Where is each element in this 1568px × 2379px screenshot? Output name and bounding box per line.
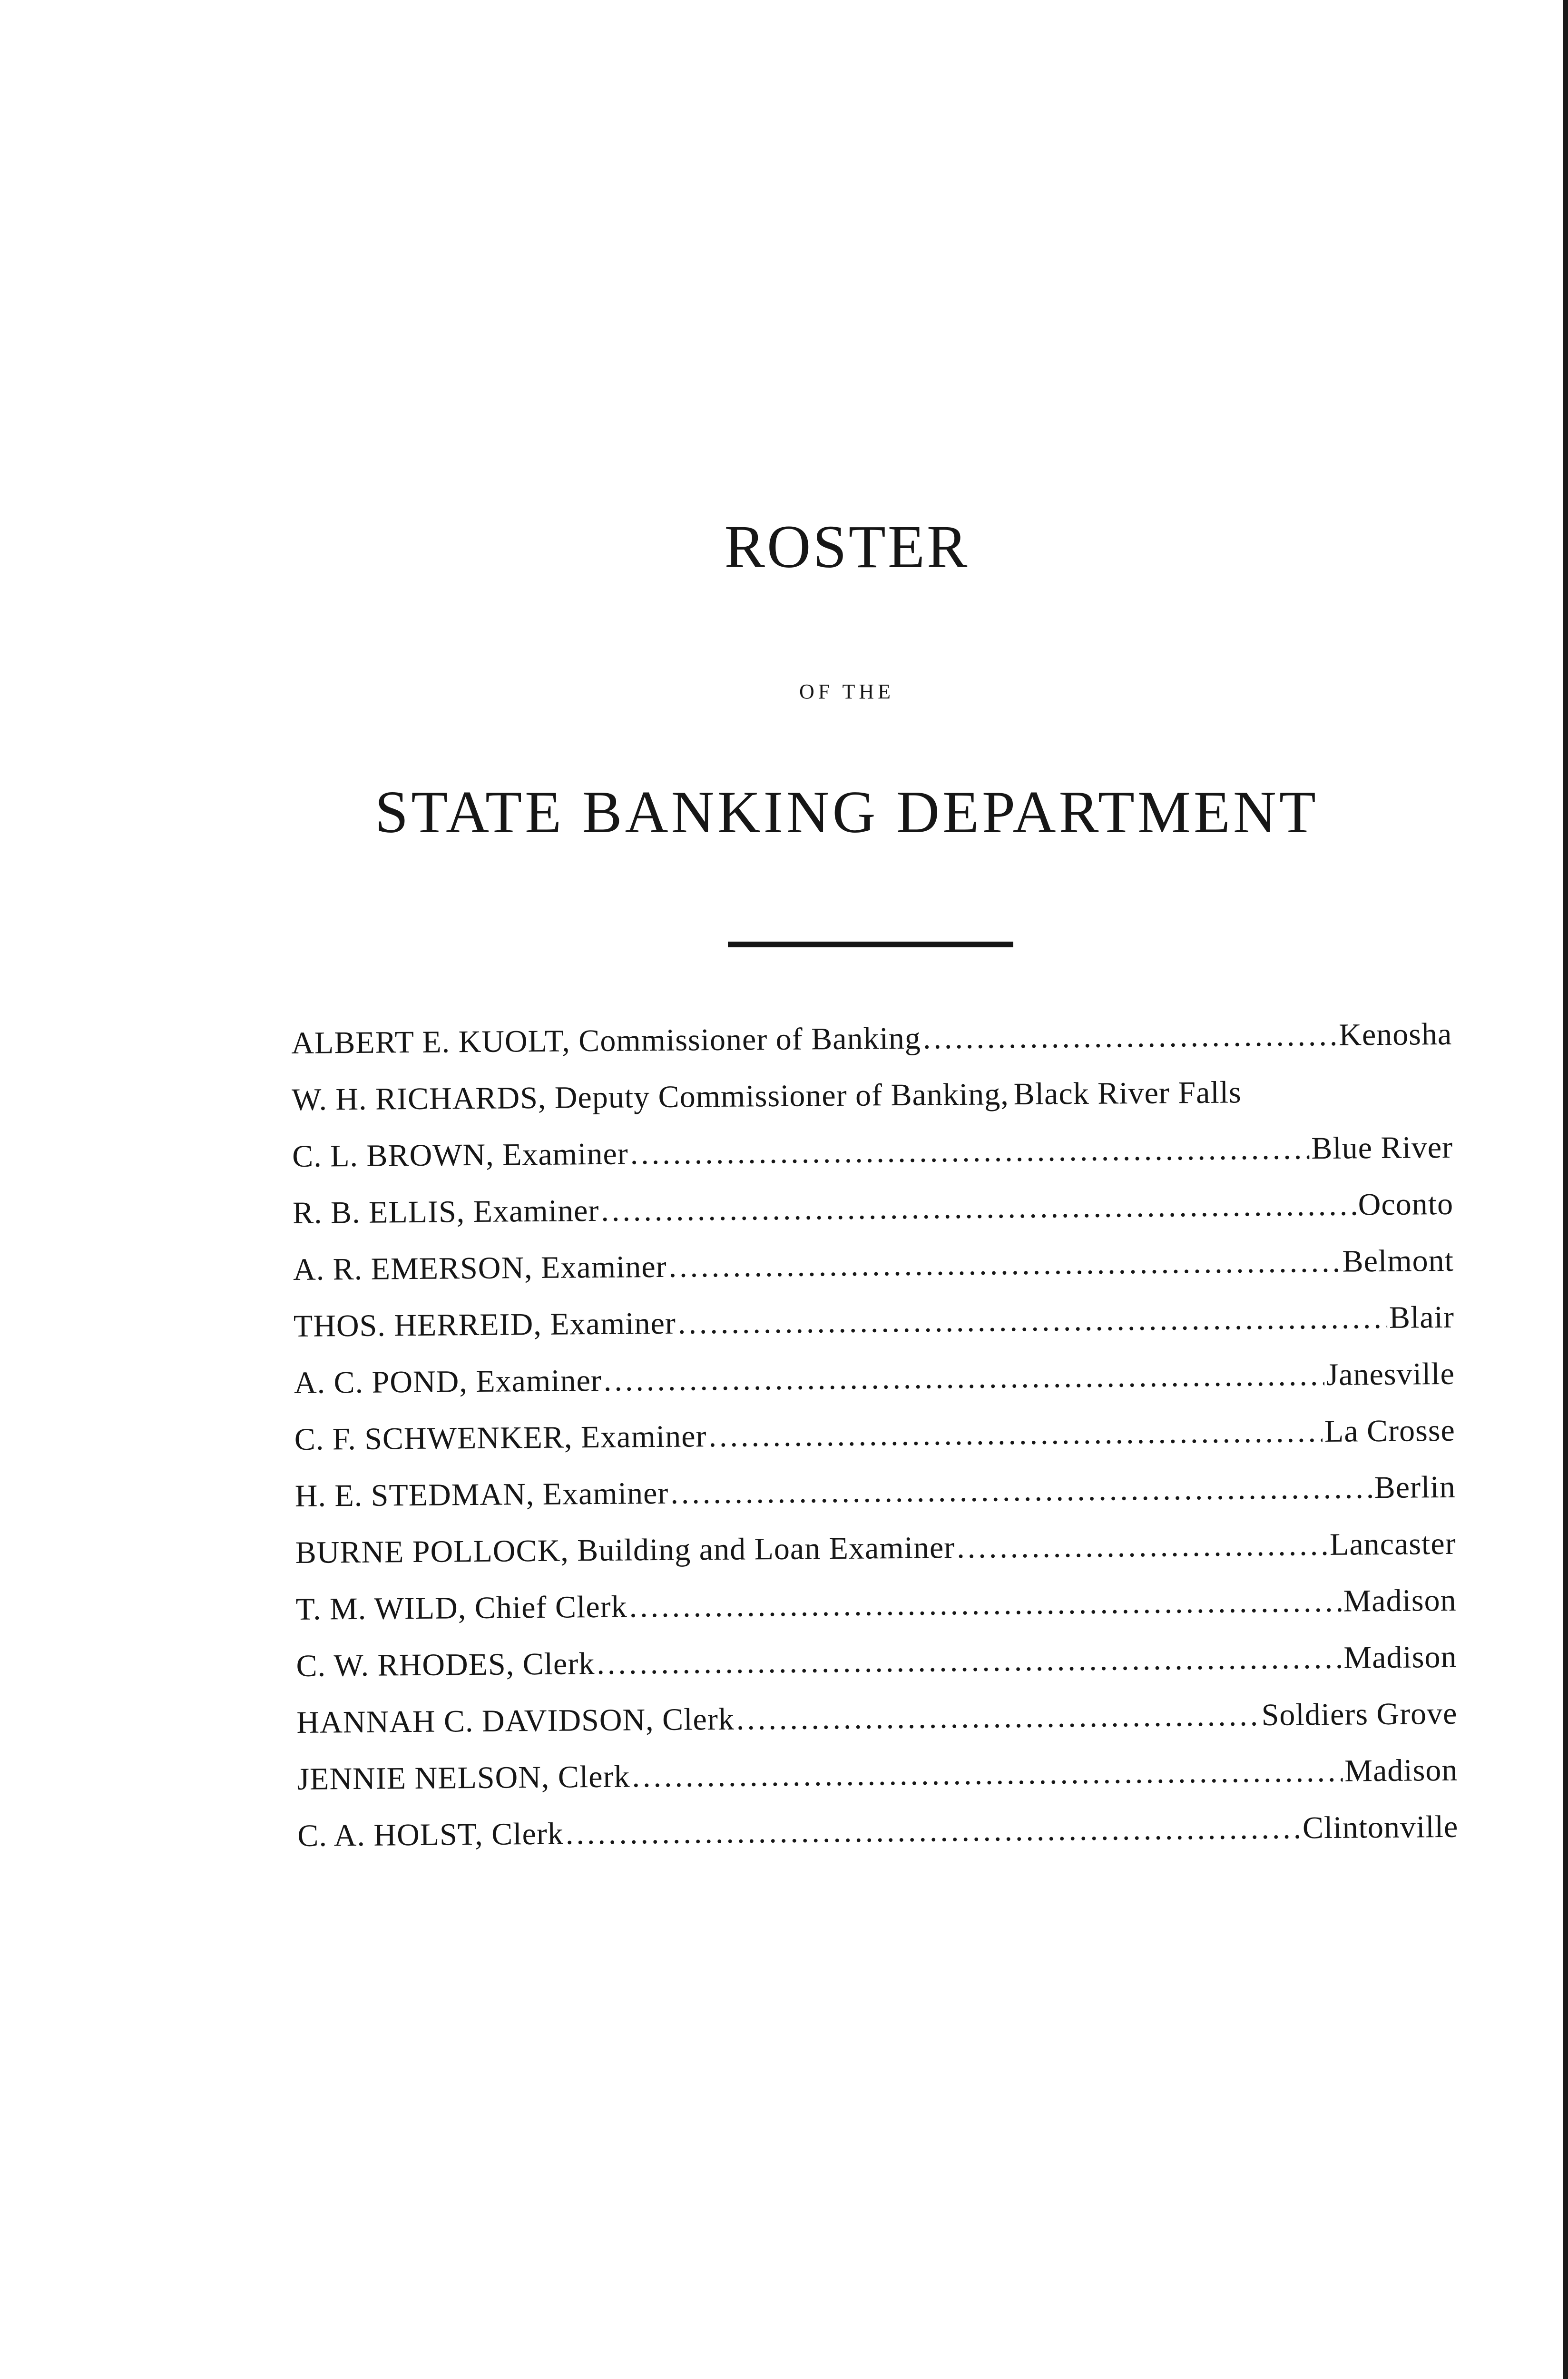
dot-leader bbox=[566, 1810, 1301, 1852]
roster-name: C. A. HOLST, Clerk bbox=[297, 1816, 564, 1853]
roster-list bbox=[291, 1016, 1459, 1875]
roster-town: Lancaster bbox=[1329, 1526, 1456, 1562]
roster-row bbox=[292, 1130, 1453, 1195]
dot-leader bbox=[597, 1640, 1342, 1682]
dot-leader bbox=[923, 1017, 1337, 1057]
roster-row bbox=[292, 1073, 1453, 1139]
roster-name: W. H. RICHARDS, Deputy Commissioner of Banking, bbox=[291, 1077, 1009, 1117]
roster-town: Berlin bbox=[1374, 1469, 1456, 1505]
page-title: ROSTER bbox=[724, 513, 970, 580]
roster-name: JENNIE NELSON, Clerk bbox=[297, 1759, 630, 1797]
roster-name: HANNAH C. DAVIDSON, Clerk bbox=[296, 1701, 735, 1740]
roster-row bbox=[297, 1809, 1459, 1875]
roster-town: Clintonville bbox=[1302, 1809, 1459, 1846]
dot-leader bbox=[678, 1300, 1388, 1342]
dot-leader bbox=[632, 1753, 1343, 1795]
roster-name: C. W. RHODES, Clerk bbox=[296, 1646, 595, 1683]
roster-row bbox=[294, 1356, 1455, 1422]
roster-name: R. B. ELLIS, Examiner bbox=[292, 1193, 599, 1230]
roster-row bbox=[297, 1752, 1458, 1818]
roster-name: C. L. BROWN, Examiner bbox=[292, 1136, 628, 1174]
roster-row bbox=[293, 1243, 1454, 1308]
page-edge-border bbox=[1563, 0, 1568, 2379]
roster-town: Belmont bbox=[1342, 1243, 1454, 1279]
roster-row bbox=[294, 1299, 1455, 1365]
roster-town: Soldiers Grove bbox=[1261, 1696, 1458, 1733]
roster-row bbox=[294, 1413, 1456, 1478]
dot-leader bbox=[630, 1131, 1309, 1172]
roster-town: Blair bbox=[1389, 1299, 1455, 1335]
dot-leader bbox=[629, 1583, 1342, 1625]
roster-town: Oconto bbox=[1358, 1186, 1454, 1222]
dot-leader bbox=[957, 1527, 1328, 1566]
roster-row bbox=[294, 1469, 1456, 1535]
roster-name: T. M. WILD, Chief Clerk bbox=[295, 1589, 627, 1627]
dot-leader bbox=[601, 1187, 1356, 1229]
roster-row bbox=[295, 1583, 1457, 1648]
page-subtitle: OF THE bbox=[799, 680, 894, 703]
dot-leader bbox=[668, 1244, 1341, 1285]
roster-town: Madison bbox=[1343, 1583, 1457, 1619]
roster-name: A. C. POND, Examiner bbox=[294, 1363, 602, 1400]
roster-name: C. F. SCHWENKER, Examiner bbox=[294, 1419, 707, 1457]
roster-name: THOS. HERREID, Examiner bbox=[293, 1306, 676, 1344]
roster-name: H. E. STEDMAN, Examiner bbox=[294, 1475, 669, 1514]
roster-town: Madison bbox=[1344, 1752, 1458, 1789]
department-heading: STATE BANKING DEPARTMENT bbox=[375, 779, 1319, 845]
roster-name: ALBERT E. KUOLT, Commissioner of Banking bbox=[291, 1021, 921, 1061]
roster-town: Madison bbox=[1343, 1639, 1457, 1675]
roster-row bbox=[296, 1696, 1458, 1761]
roster-row bbox=[293, 1186, 1454, 1252]
roster-town: La Crosse bbox=[1324, 1413, 1456, 1449]
roster-row bbox=[291, 1016, 1452, 1082]
roster-town: Kenosha bbox=[1339, 1016, 1452, 1052]
roster-name: BURNE POLLOCK, Building and Loan Examiner bbox=[295, 1530, 955, 1570]
heading-rule bbox=[728, 942, 1013, 947]
dot-leader bbox=[670, 1470, 1372, 1512]
dot-leader bbox=[604, 1357, 1324, 1399]
roster-row bbox=[295, 1526, 1456, 1592]
roster-town: Blue River bbox=[1311, 1130, 1453, 1166]
roster-row bbox=[296, 1639, 1457, 1705]
roster-town: Janesville bbox=[1326, 1356, 1455, 1392]
roster-town: Black River Falls bbox=[1013, 1075, 1242, 1112]
dot-leader bbox=[708, 1414, 1323, 1455]
dot-leader bbox=[736, 1697, 1259, 1738]
roster-name: A. R. EMERSON, Examiner bbox=[293, 1249, 667, 1287]
